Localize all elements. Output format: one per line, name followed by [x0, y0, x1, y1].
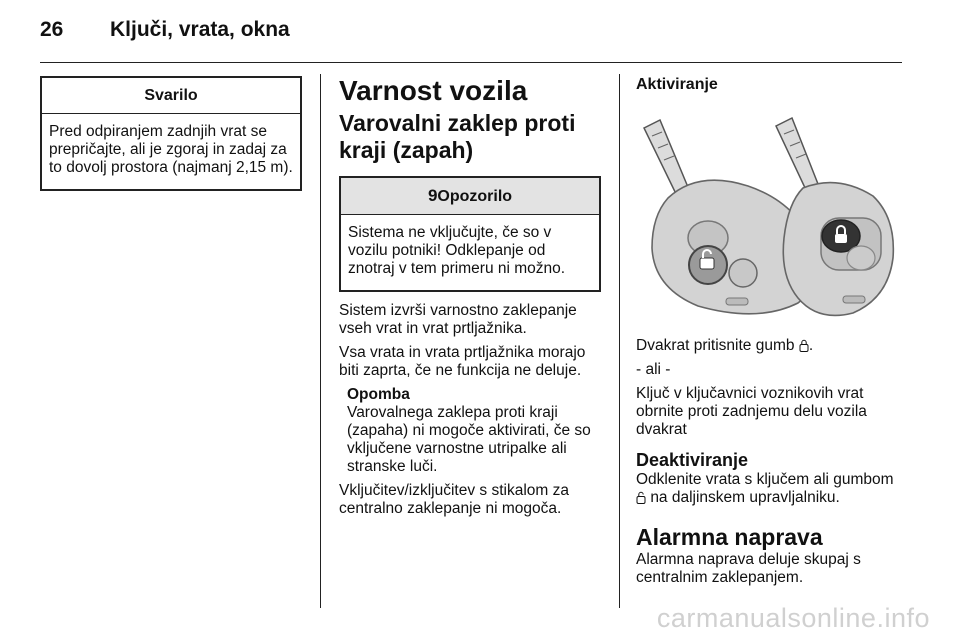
unlock-instruction — [636, 471, 906, 507]
deactivate-heading: Deaktiviranje — [636, 450, 749, 470]
right-key-fob — [783, 183, 893, 316]
unlock-instruction-text-a: Odklenite vrata s ključem ali gumbom — [636, 471, 894, 488]
column-divider-2 — [619, 74, 620, 608]
header-rule — [40, 62, 902, 63]
caution-text: Pred odpiranjem zadnjih vrat se prepričajte, ali je zgoraj in zadaj za to dovolj prostora (najmanj 2,15 m). — [49, 123, 293, 176]
paragraph: Sistem izvrši varnostno zaklepanje vseh vrat in vrat prtljažnika. — [339, 302, 577, 337]
note-text: Varovalnega zaklepa proti kraji (zapaha) ni mogoče aktivirati, če so vključene varnostne utripalke ali stranske luči. — [347, 404, 591, 475]
paragraph: Vsa vrata in vrata prtljažnika morajo biti zaprta, če ne funkcija ne deluje. — [339, 344, 586, 379]
caution-box — [40, 76, 302, 191]
warning-header — [341, 178, 599, 215]
lock-icon — [799, 339, 809, 352]
press-instruction-text: Dvakrat pritisnite gumb — [636, 337, 795, 354]
left-fob-trunk-button — [729, 259, 757, 287]
alarm-heading: Alarmna naprava — [636, 524, 823, 550]
activate-heading: Aktiviranje — [636, 76, 718, 93]
page-number: 26 — [40, 18, 64, 41]
warning-icon: 9 — [427, 186, 438, 205]
paragraph: Vključitev/izključitev s stikalom za centralno zaklepanje ni mogoča. — [339, 482, 569, 517]
column-middle — [339, 76, 601, 524]
note-block — [339, 386, 601, 476]
or-separator: - ali - — [636, 361, 671, 378]
column-divider-1 — [320, 74, 321, 608]
alarm-text: Alarmna naprava deluje skupaj s centralnim zaklepanjem. — [636, 551, 861, 586]
warning-title: Opozorilo — [437, 188, 513, 205]
press-instruction: Dvakrat pritisnite gumb . — [636, 337, 814, 354]
caution-title: Svarilo — [42, 78, 300, 114]
unlock-instruction-text-b: na daljinskem upravljalniku. — [650, 489, 840, 506]
column-left — [40, 76, 302, 191]
column-right — [636, 76, 906, 593]
key-instruction: Ključ v ključavnici voznikovih vrat obrnite proti zadnjemu delu vozila dvakrat — [636, 385, 867, 438]
warning-box — [339, 176, 601, 292]
chapter-title: Ključi, vrata, okna — [110, 18, 290, 41]
key-fob-illustration — [638, 108, 898, 323]
warning-text: Sistema ne vključujte, če so v vozilu potniki! Odklepanje od znotraj v tem primeru ni možno. — [348, 224, 566, 277]
note-title: Opomba — [347, 386, 410, 403]
right-fob-unlock-button — [847, 246, 875, 270]
unlock-icon — [636, 491, 646, 504]
subsection-heading: Varovalni zaklep proti kraji (zapah) — [339, 110, 576, 163]
section-heading: Varnost vozila — [339, 75, 528, 106]
watermark: carmanualsonline.info — [656, 603, 930, 633]
page-header — [40, 18, 290, 42]
